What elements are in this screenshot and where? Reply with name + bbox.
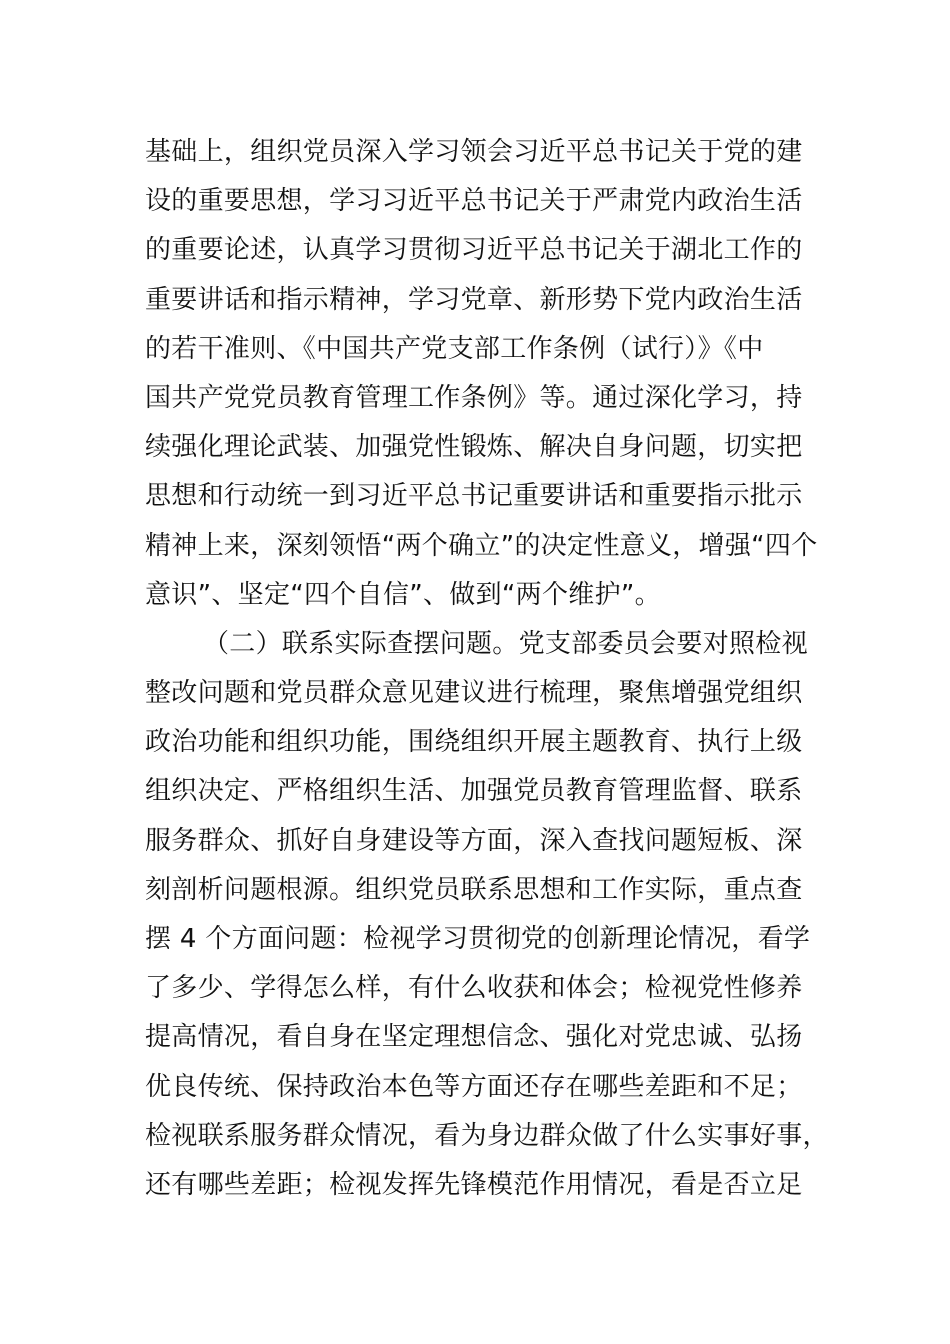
text-line: 服务群众、抓好自身建设等方面，深入查找问题短板、深 <box>145 825 803 856</box>
text-line: 政治功能和组织功能，围绕组织开展主题教育、执行上级 <box>145 727 803 758</box>
text-line: 的重要论述，认真学习贯彻习近平总书记关于湖北工作的 <box>145 235 803 266</box>
text-line: 摆 4 个方面问题：检视学习贯彻党的创新理论情况，看学 <box>145 924 811 954</box>
text-line: 意识”、坚定“四个自信”、做到“两个维护”。 <box>145 579 661 610</box>
text-line: 续强化理论武装、加强党性锻炼、解决自身问题，切实把 <box>145 432 803 463</box>
text-line: 组织决定、严格组织生活、加强党员教育管理监督、联系 <box>145 776 803 807</box>
text-line: 基础上，组织党员深入学习领会习近平总书记关于党的建 <box>145 137 803 167</box>
body-text <box>145 128 829 1210</box>
text-line: 重要讲话和指示精神，学习党章、新形势下党内政治生活 <box>145 284 803 315</box>
text-line: 的若干准则、《中国共产党支部工作条例（试行）》《中 <box>145 333 764 364</box>
text-line: 整改问题和党员群众意见建议进行梳理，聚焦增强党组织 <box>145 678 803 709</box>
text-line: 刻剖析问题根源。组织党员联系思想和工作实际，重点查 <box>145 874 803 905</box>
text-line: 思想和行动统一到习近平总书记重要讲话和重要指示批示 <box>145 481 803 512</box>
text-line: 还有哪些差距；检视发挥先锋模范作用情况，看是否立足 <box>145 1169 803 1200</box>
section-heading-line: （二）联系实际查摆问题。党支部委员会要对照检视 <box>203 628 808 659</box>
text-line: 检视联系服务群众情况，看为身边群众做了什么实事好事， <box>145 1120 829 1151</box>
text-line: 设的重要思想，学习习近平总书记关于严肃党内政治生活 <box>145 186 803 217</box>
text-line: 精神上来，深刻领悟“两个确立”的决定性意义，增强“四个 <box>145 530 818 561</box>
text-line: 优良传统、保持政治本色等方面还存在哪些差距和不足； <box>145 1071 803 1102</box>
text-line: 国共产党党员教育管理工作条例》等。通过深化学习，持 <box>145 382 803 413</box>
text-line: 提高情况，看自身在坚定理想信念、强化对党忠诚、弘扬 <box>145 1022 803 1053</box>
text-line: 了多少、学得怎么样，有什么收获和体会；检视党性修养 <box>145 973 803 1004</box>
